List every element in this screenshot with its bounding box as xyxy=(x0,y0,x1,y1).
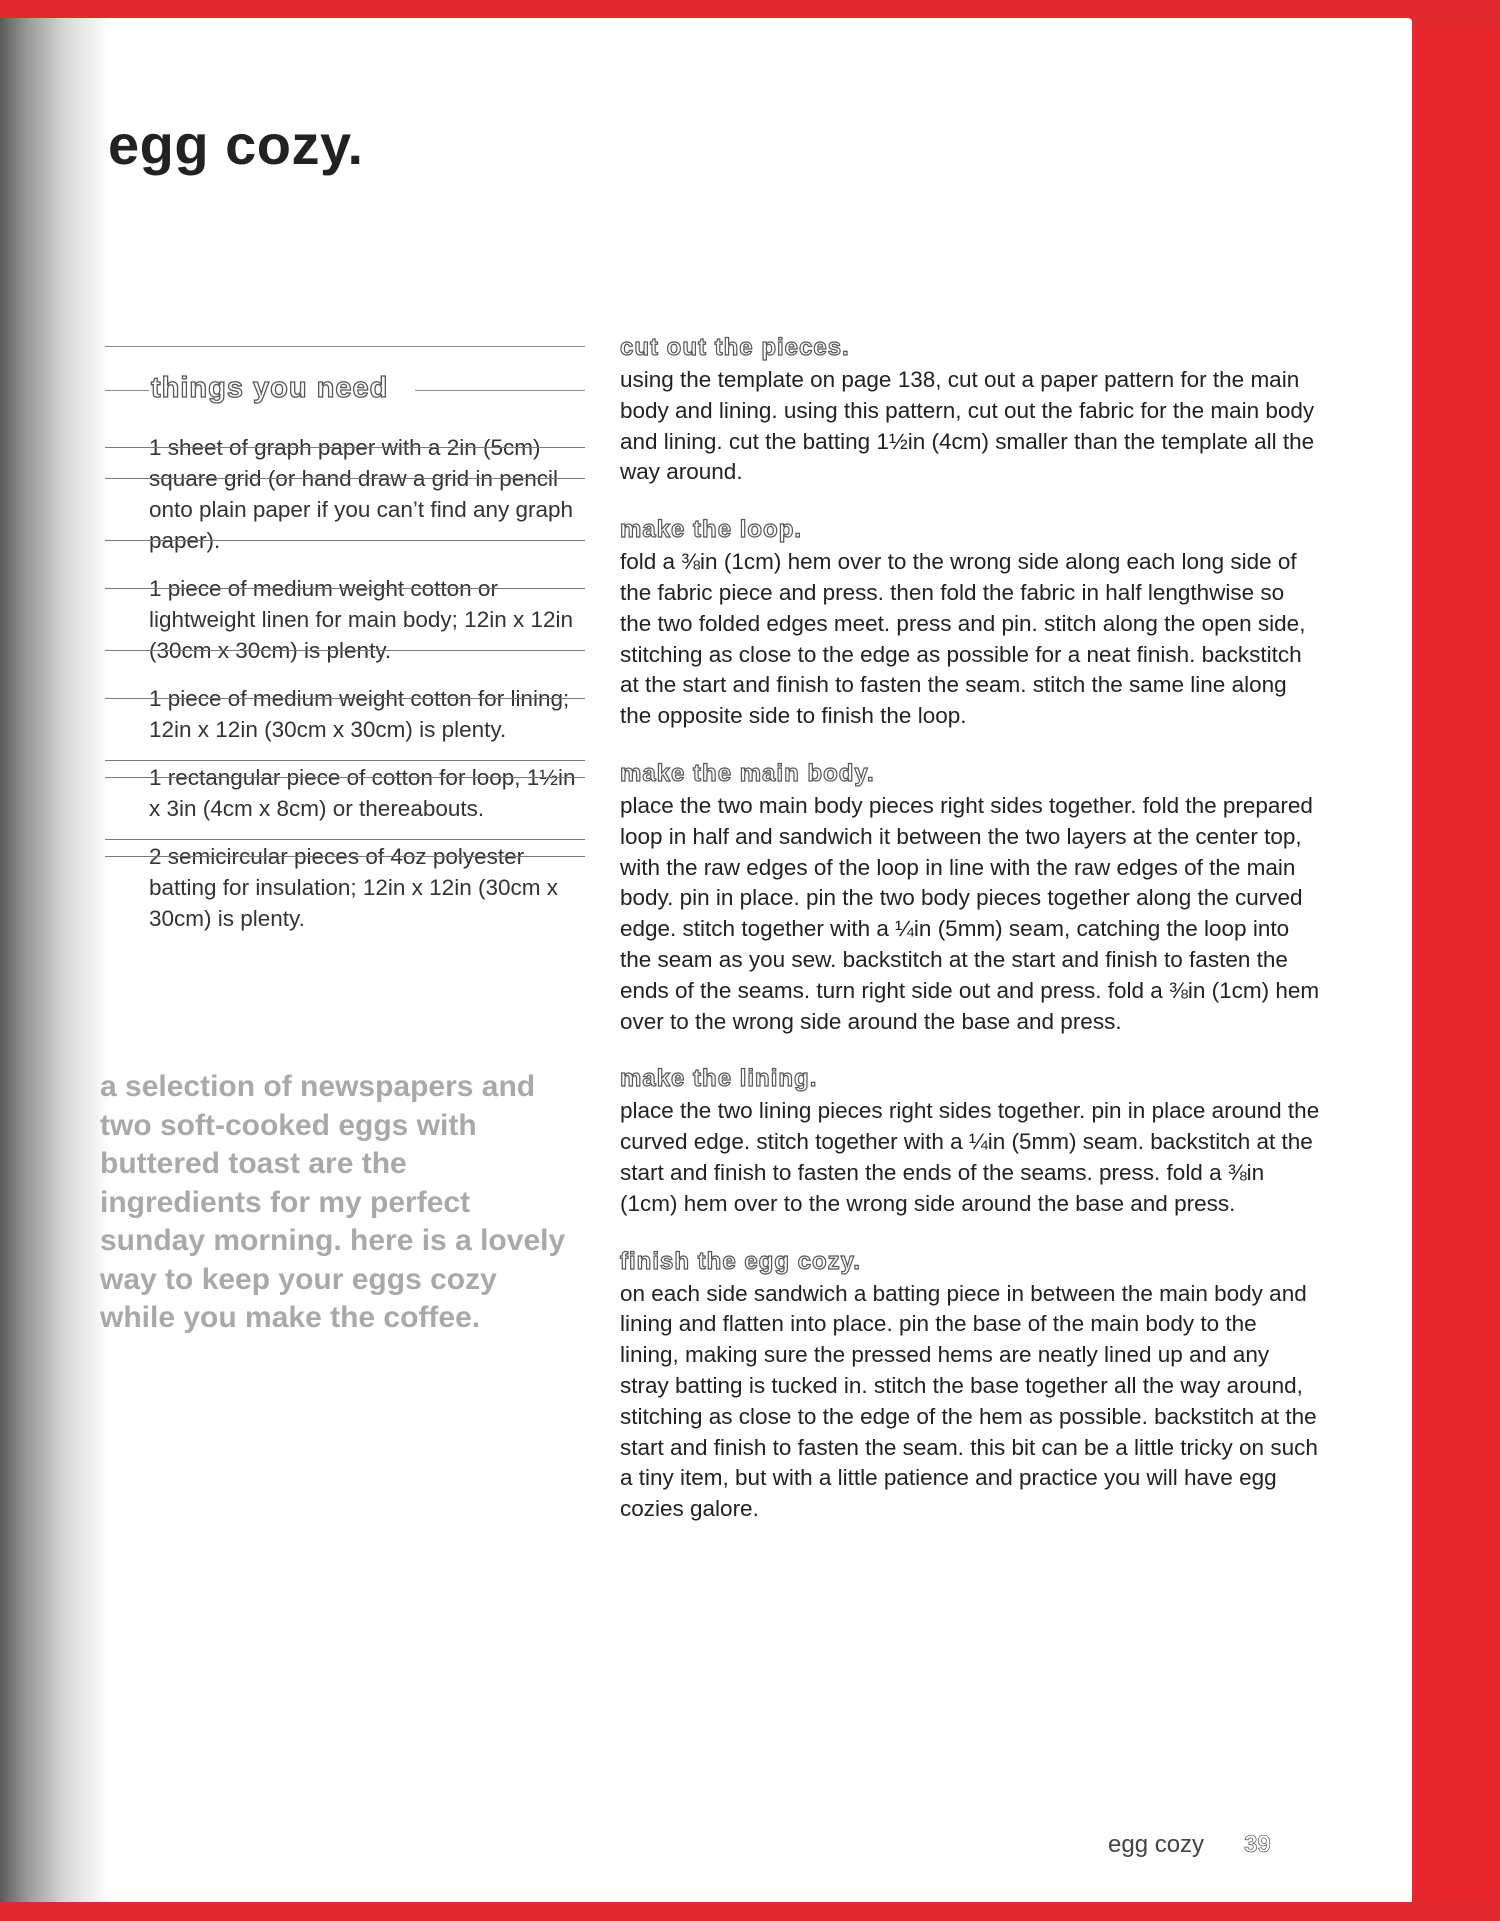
supply-item xyxy=(105,432,585,556)
supply-rule xyxy=(105,540,585,541)
heading-rule-right xyxy=(415,390,585,391)
supply-text: 1 piece of medium weight cotton or lightweight linen for main body; 12in x 12in (30cm x 30cm) is plenty. xyxy=(149,576,574,663)
supply-text: 1 piece of medium weight cotton for lining; 12in x 12in (30cm x 30cm) is plenty. xyxy=(149,686,570,742)
step-title: make the loop. xyxy=(620,516,803,544)
top-rule xyxy=(105,346,585,347)
step-make-lining xyxy=(620,1064,1320,1219)
step-body: on each side sandwich a batting piece in between the main body and lining and flatten into place. pin the base of the main body to the lining, making sure the pressed hems are neatly lined up and any stray batting is tucked in. stitch the base together all the way around, stitching as close to the edge of the hem as possible. backstitch at the start and finish to fasten the seam. this bit can be a little tricky on such a tiny item, but with a little patience and practice you will have egg cozies galore. xyxy=(620,1280,1318,1522)
step-make-loop xyxy=(620,515,1320,732)
step-body: place the two main body pieces right sides together. fold the prepared loop in half and sandwich it between the two layers at the center top, with the raw edges of the loop in line with the raw edges of the main body. pin in place. pin the two body pieces together along the curved edge. stitch together with a ¼in (5mm) seam, catching the loop into the seam as you sew. backstitch at the start and finish to fasten the ends of the seams. turn right side out and press. fold a ⅜in (1cm) hem over to the wrong side around the base and press. xyxy=(620,792,1320,1034)
intro-text: a selection of newspapers and two soft-cooked eggs with buttered toast are the ingredients for my perfect sunday morning. here is a lovely way to keep your eggs cozy while you make the coffee. xyxy=(100,1070,566,1334)
step-make-main-body xyxy=(620,759,1320,1037)
supply-item xyxy=(105,762,585,824)
supply-item xyxy=(105,841,585,934)
supply-item xyxy=(105,683,585,745)
supply-rule xyxy=(105,856,585,857)
supply-item xyxy=(105,573,585,666)
step-body: using the template on page 138, cut out a paper pattern for the main body and lining. using this pattern, cut out the fabric for the main body and lining. cut the batting 1½in (4cm) smaller than the template all the way around. xyxy=(620,367,1315,485)
instructions xyxy=(620,333,1320,1552)
page-footer xyxy=(1108,1831,1271,1859)
step-finish-egg-cozy xyxy=(620,1247,1320,1525)
step-cut-out-pieces xyxy=(620,333,1320,488)
supply-text: 1 rectangular piece of cotton for loop, 1½in x 3in (4cm x 8cm) or thereabouts. xyxy=(149,765,576,821)
page-spine-shadow xyxy=(0,18,110,1911)
supply-rule xyxy=(105,760,585,761)
step-title: cut out the pieces. xyxy=(620,334,850,361)
bottom-red-border xyxy=(0,1902,1500,1921)
supply-list xyxy=(105,432,585,951)
heading-rule-left xyxy=(105,390,149,391)
supply-rule xyxy=(105,478,585,479)
supply-text: 1 sheet of graph paper with a 2in (5cm) square grid (or hand draw a grid in pencil onto plain paper if you can’t find any graph paper). xyxy=(149,435,574,553)
supply-rule xyxy=(105,588,585,589)
supplies-heading: things you need xyxy=(151,372,389,404)
footer-section-name: egg cozy xyxy=(1108,1831,1205,1858)
step-body: fold a ⅜in (1cm) hem over to the wrong side along each long side of the fabric piece and press. then fold the fabric in half lengthwise so the two folded edges meet. press and pin. stitch along the open side, stitching as close to the edge as possible for a neat finish. backstitch at the start and finish to fasten the seam. stitch the same line along the opposite side to finish the loop. xyxy=(620,549,1306,729)
step-body: place the two lining pieces right sides together. pin in place around the curved edge. stitch together with a ¼in (5mm) seam. backstitch at the start and finish to fasten the ends of the seams. press. fold a ⅜in (1cm) hem over to the wrong side around the base and press. xyxy=(620,1098,1320,1216)
supply-rule xyxy=(105,839,585,840)
step-title: make the main body. xyxy=(620,759,875,787)
page-title: egg cozy. xyxy=(108,113,364,176)
supply-text: 2 semicircular pieces of 4oz polyester batting for insulation; 12in x 12in (30cm x 30cm) is plenty. xyxy=(149,844,558,931)
supply-rule xyxy=(105,650,585,651)
supply-rule xyxy=(105,777,585,778)
page-number: 39 xyxy=(1244,1831,1271,1858)
supply-rule xyxy=(105,698,585,699)
step-title: finish the egg cozy. xyxy=(620,1247,861,1275)
step-title: make the lining. xyxy=(620,1065,818,1093)
supply-rule xyxy=(105,447,585,448)
